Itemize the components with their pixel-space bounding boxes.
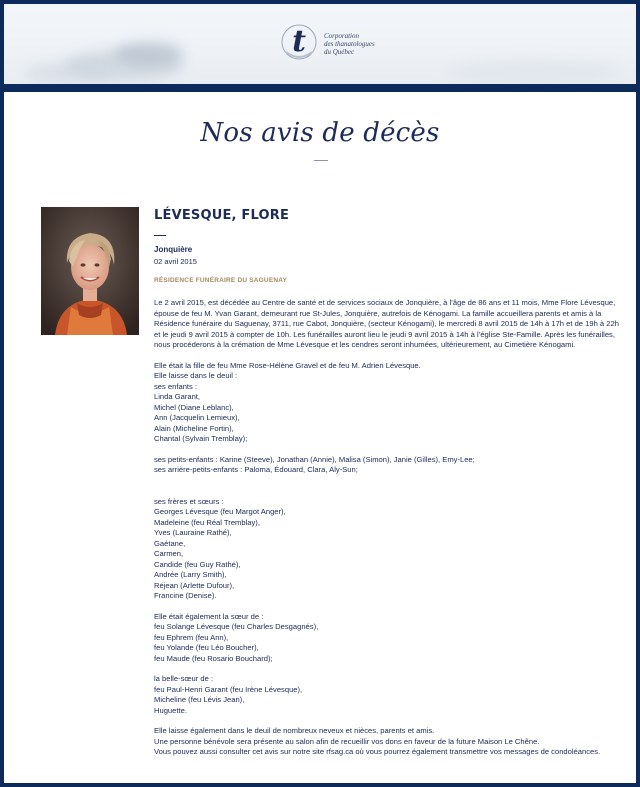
text-line: Chantal (Sylvain Tremblay); xyxy=(154,434,248,443)
site-logo[interactable] xyxy=(278,18,398,68)
text-line: Réjean (Arlette Dufour), xyxy=(154,580,235,590)
title-divider xyxy=(314,160,328,161)
logo-icon xyxy=(278,18,320,66)
text-line: Une personne bénévole sera présente au salon afin de recueillir vos dons en faveur de la future Maison Le Chêne. xyxy=(154,736,540,746)
logo-line: du Québec xyxy=(324,48,355,56)
text-line: Yves (Lauraine Rathé), xyxy=(154,528,232,537)
portrait-photo xyxy=(41,207,139,335)
deceased-name: LÉVESQUE, FLORE xyxy=(154,208,290,223)
text-line: la belle-sœur de : xyxy=(154,674,214,683)
text-line: feu Yolande (feu Léo Boucher), xyxy=(154,643,259,652)
text-line: ses petits-enfants : Karine (Steeve), Jonathan (Annie), Malisa (Simon), Janie (Gilles), Emy-Lee; xyxy=(154,454,475,464)
text-line: Carmen, xyxy=(154,549,184,558)
text-line: Elle était la fille de feu Mme Rose-Hélène Gravel et de feu M. Adrien Lévesque. xyxy=(154,360,421,370)
logo-line: Corporation xyxy=(324,32,360,40)
text-line: Elle était également la sœur de : xyxy=(154,611,264,621)
text-line: Madeleine (feu Réal Tremblay), xyxy=(154,517,260,527)
text-line: feu Paul-Henri Garant (feu Irène Lévesque), xyxy=(154,684,303,694)
text-line: Georges Lévesque (feu Margot Anger), xyxy=(154,507,286,516)
text-line: Alain (Micheline Fortin), xyxy=(154,423,234,433)
text-line: feu Maude (feu Rosario Bouchard); xyxy=(154,653,273,663)
obituary-text xyxy=(154,298,624,758)
logo-wordmark xyxy=(324,32,404,56)
header-band xyxy=(4,84,636,92)
death-date: 02 avril 2015 xyxy=(154,257,197,266)
intro-paragraph: Le 2 avril 2015, est décédée au Centre de santé et de services sociaux de Jonquière, à l’âge de 86 ans et 11 mois, Mme Flore Lévesque, épouse de feu M. Yvan Garant, demeurant rue St-Jules, Jonquière, autrefois de Kénogami. La famille accueillera parents et amis à la Résidence funéraire du Saguenay, 3711, rue Cabot, Jonquière, (secteur Kénogami), le mercredi 8 avril 2015 de 14h à 17h et de 19h à 22h et le jeudi 9 avril 2015 à compter de 10h. Les funérailles auront lieu le jeudi 9 avril 2015 à 14h à l’église Ste-Famille. Après les funérailles, nous procéderons à la crémation de Mme Lévesque et les cendres seront inhumées, ultérieurement, au Cimetière Kénogami. xyxy=(154,298,619,349)
text-line: feu Solange Lévesque (feu Charles Desgagnés), xyxy=(154,622,319,631)
header-cloud xyxy=(114,42,184,66)
text-line: Micheline (feu Lévis Jean), xyxy=(154,695,245,704)
text-line: Ann (Jacquelin Lemieux), xyxy=(154,413,240,422)
logo-letter: t xyxy=(292,24,306,59)
text-line: Linda Garant, xyxy=(154,392,201,401)
site-header xyxy=(4,4,636,84)
text-line: Huguette. xyxy=(154,705,187,715)
text-line: Andrée (Larry Smith), xyxy=(154,570,227,579)
text-line: ses enfants : xyxy=(154,381,198,391)
text-line: Gaétane, xyxy=(154,538,186,548)
text-line: Elle laisse dans le deuil : xyxy=(154,371,238,380)
deceased-city: Jonquière xyxy=(154,245,193,254)
text-line: Vous pouvez aussi consulter cet avis sur notre site rfsag.ca où vous pourrez également transmettre vos messages de condoléances. xyxy=(154,747,601,756)
portrait-image xyxy=(41,207,139,335)
text-line: Candide (feu Guy Rathé), xyxy=(154,559,241,569)
text-line: Elle laisse également dans le deuil de nombreux neveux et nièces, parents et amis. xyxy=(154,726,435,735)
funeral-home: RÉSIDENCE FUNÉRAIRE DU SAGUENAY xyxy=(154,277,288,284)
header-cloud xyxy=(444,59,624,84)
text-line: feu Ephrem (feu Ann), xyxy=(154,632,229,642)
text-line: Francine (Denise). xyxy=(154,591,217,600)
text-line: ses frères et sœurs : xyxy=(154,496,224,506)
text-line: Michel (Diane Leblanc), xyxy=(154,402,234,412)
obituary-content xyxy=(154,208,624,758)
page-title: Nos avis de décès xyxy=(200,118,440,148)
name-divider xyxy=(154,235,166,236)
text-line: ses arrière-petits-enfants : Paloma, Édouard, Clara, Aly-Sun; xyxy=(154,465,358,474)
logo-line: des thanatologues xyxy=(324,40,375,48)
